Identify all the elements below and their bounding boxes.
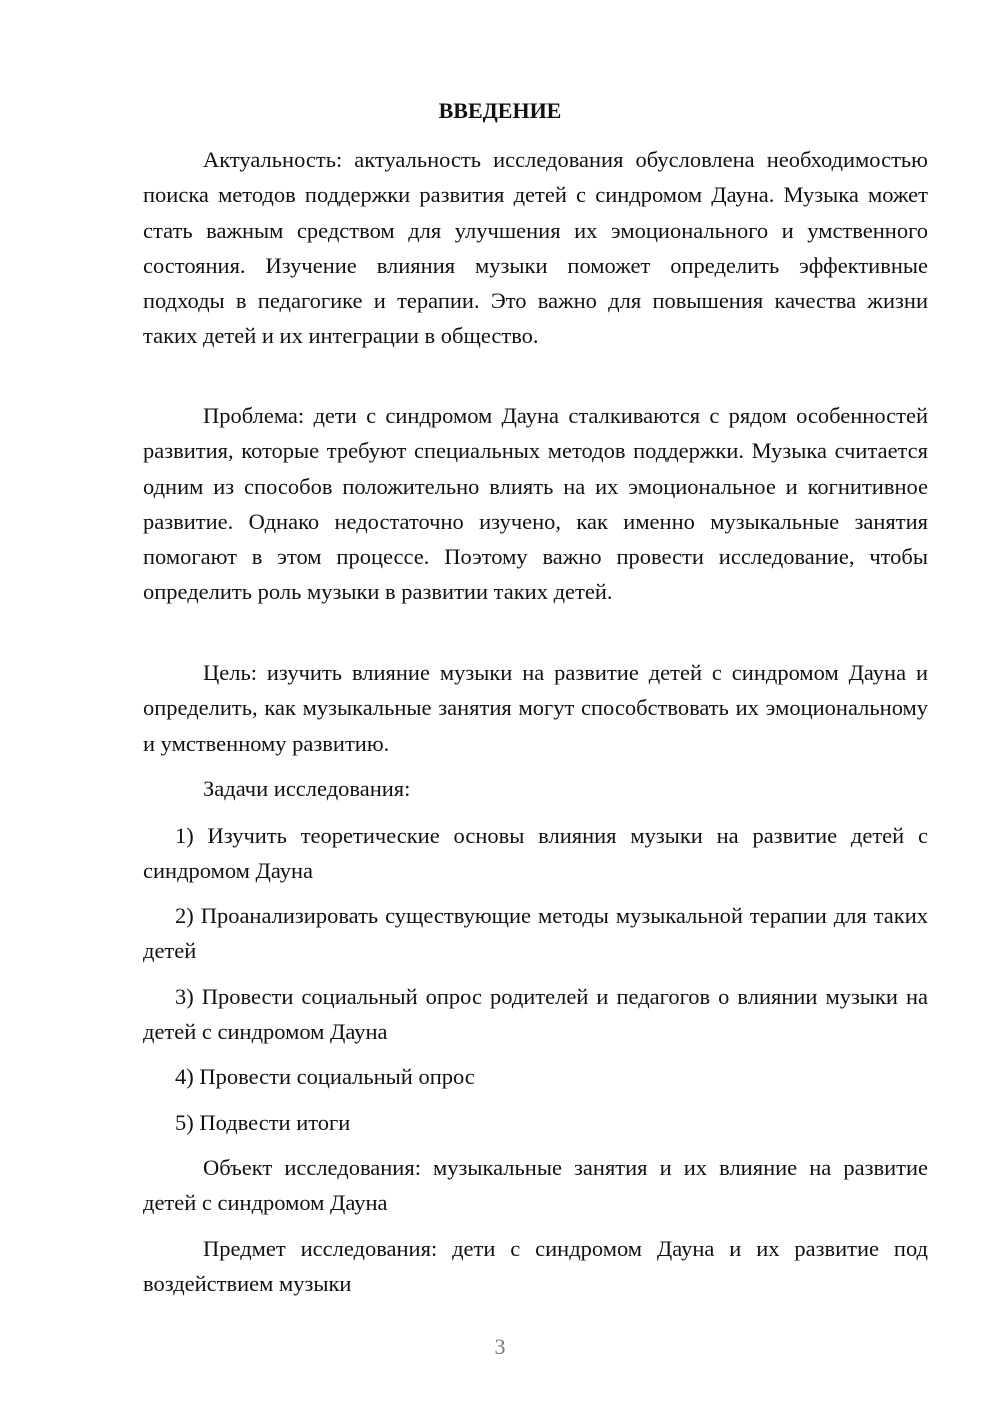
object-paragraph: Объект исследования: музыкальные занятия и их влияние на развитие детей с синдромом Дауна: [143, 1155, 928, 1216]
page-heading: ВВЕДЕНИЕ: [438, 98, 562, 123]
relevance-paragraph: Актуальность: актуальность исследования обусловлена необходимостью поиска методов поддержки развития детей с синдромом Дауна. Музыка может стать важным средством для улучшения их эмоционального и умственного состояния. Изучение влияния музыки поможет определить эффективные подходы в педагогике и терапии. Это важно для повышения качества жизни таких детей и их интеграции в общество.: [143, 147, 928, 349]
task-item: 4) Провести социальный опрос: [175, 1064, 475, 1089]
task-item: 5) Подвести итоги: [175, 1110, 351, 1135]
problem-paragraph: Проблема: дети с синдромом Дауна сталкиваются с рядом особенностей развития, которые требуют специальных методов поддержки. Музыка считается одним из способов положительно влиять на их эмоциональное и когнитивное развитие. Однако недостаточно изучено, как именно музыкальные занятия помогают в этом процессе. Поэтому важно провести исследование, чтобы определить роль музыки в развитии таких детей.: [143, 403, 928, 605]
task-item: 1) Изучить теоретические основы влияния музыки на развитие детей с синдромом Дауна: [143, 823, 928, 884]
subject-paragraph: Предмет исследования: дети с синдромом Дауна и их развитие под воздействием музыки: [143, 1236, 928, 1297]
goal-paragraph: Цель: изучить влияние музыки на развитие детей с синдромом Дауна и определить, как музыкальные занятия могут способствовать их эмоциональному и умственному развитию.: [143, 660, 928, 756]
task-item: 2) Проанализировать существующие методы музыкальной терапии для таких детей: [143, 903, 928, 964]
tasks-heading: Задачи исследования:: [203, 776, 411, 801]
page-number: 3: [494, 1334, 506, 1359]
task-item: 3) Провести социальный опрос родителей и педагогов о влиянии музыки на детей с синдромом Дауна: [143, 984, 928, 1045]
